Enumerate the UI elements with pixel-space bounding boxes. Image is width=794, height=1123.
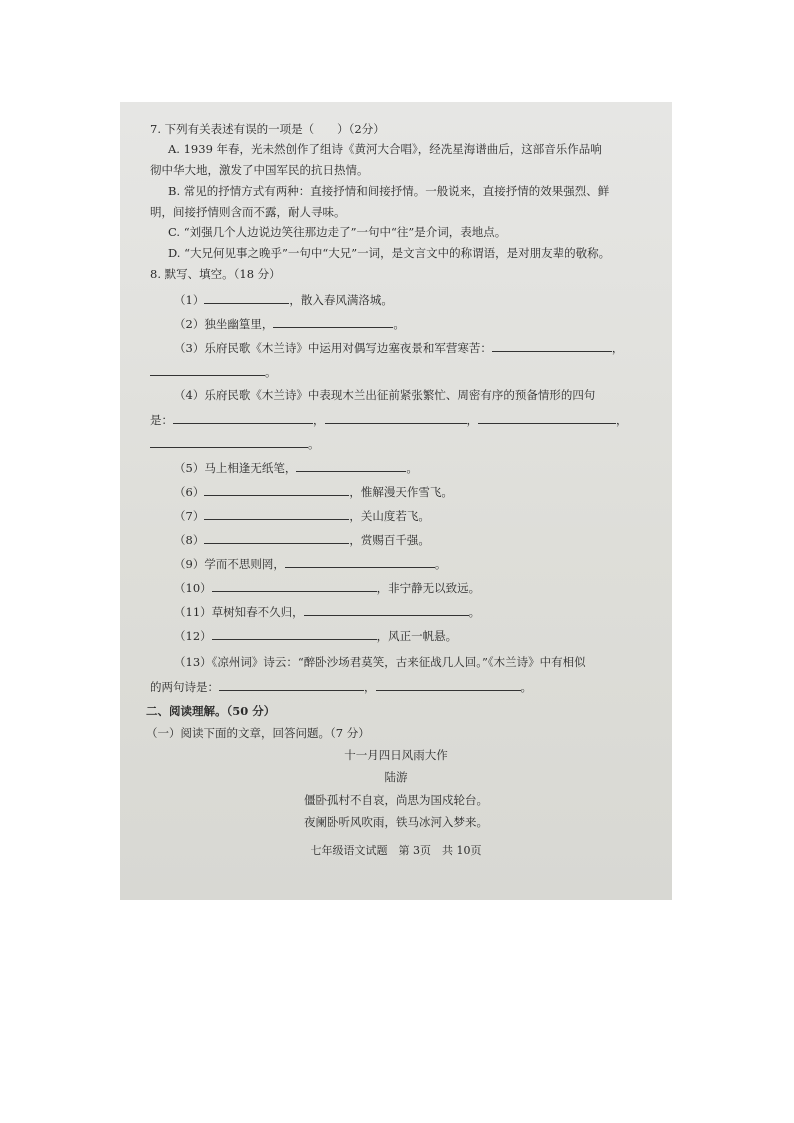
q8-item-9: （9）学而不思则罔， 。: [174, 557, 447, 571]
q8-item-7: （7） ，关山度若飞。: [174, 509, 430, 523]
poem-author: 陆游: [384, 770, 408, 784]
q7-option-a-line1: A. 1939 年春，光未然创作了组诗《黄河大合唱》，经冼星海谱曲后，这部音乐作品响: [168, 142, 602, 156]
answer-blank[interactable]: [296, 460, 406, 472]
answer-blank[interactable]: [212, 580, 377, 592]
answer-blank[interactable]: [285, 556, 435, 568]
answer-blank[interactable]: [478, 412, 616, 424]
q8-item-3-cont: 。: [150, 364, 277, 379]
q8-item-4-line3: 。: [150, 436, 320, 451]
exam-page-photo: [120, 102, 672, 900]
answer-blank[interactable]: [150, 436, 308, 448]
q7-option-a-line2: 彻中华大地，激发了中国军民的抗日热情。: [150, 163, 369, 177]
answer-blank[interactable]: [273, 316, 393, 328]
answer-blank[interactable]: [325, 412, 467, 424]
q8-stem: 8. 默写、填空。（18 分）: [150, 267, 281, 281]
q8-item-10: （10） ，非宁静无以致远。: [174, 581, 481, 595]
section-2-subtitle: （一）阅读下面的文章，回答问题。（7 分）: [146, 726, 370, 740]
poem-line-2: 夜阑卧听风吹雨，铁马冰河入梦来。: [304, 815, 488, 829]
q7-option-c: C. “刘强几个人边说边笑往那边走了”一句中“往”是介词，表地点。: [168, 225, 507, 239]
poem-title: 十一月四日风雨大作: [344, 748, 448, 762]
answer-blank[interactable]: [304, 604, 469, 616]
answer-blank[interactable]: [376, 679, 521, 691]
q7-option-b-line1: B. 常见的抒情方式有两种：直接抒情和间接抒情。一般说来，直接抒情的效果强烈、鲜: [168, 184, 610, 198]
answer-blank[interactable]: [492, 340, 612, 352]
answer-blank[interactable]: [150, 364, 265, 376]
section-2-title: 二、阅读理解。（50 分）: [146, 704, 276, 718]
answer-blank[interactable]: [173, 412, 313, 424]
answer-blank[interactable]: [204, 508, 349, 520]
q8-item-8: （8） ，赏赐百千强。: [174, 533, 430, 547]
answer-blank[interactable]: [212, 628, 377, 640]
q8-item-2: （2）独坐幽篁里， 。: [174, 317, 405, 331]
answer-blank[interactable]: [204, 484, 349, 496]
q7-option-d: D. “大兄何见事之晚乎”一句中“大兄”一词，是文言文中的称谓语，是对朋友辈的敬称。: [168, 246, 611, 260]
q8-item-13-line2: 的两句诗是： ， 。: [150, 680, 532, 694]
poem-line-1: 僵卧孤村不自哀，尚思为国戍轮台。: [304, 793, 488, 807]
page-footer: 七年级语文试题 第 3页 共 10页: [310, 844, 482, 857]
q8-item-4-line2: 是： ， ， ，: [150, 413, 628, 427]
q8-item-13-line1: （13）《凉州词》诗云：“醉卧沙场君莫笑，古来征战几人回。”《木兰诗》中有相似: [174, 655, 586, 669]
answer-blank[interactable]: [204, 532, 349, 544]
q7-option-b-line2: 明，间接抒情则含而不露，耐人寻味。: [150, 205, 346, 219]
q8-item-3: （3）乐府民歌《木兰诗》中运用对偶写边塞夜景和军营寒苦： ，: [174, 341, 624, 355]
q8-item-12: （12） ，风正一帆悬。: [174, 629, 458, 643]
q8-item-4-line1: （4）乐府民歌《木兰诗》中表现木兰出征前紧张繁忙、周密有序的预备情形的四句: [174, 388, 596, 402]
q8-item-1: （1） ，散入春风满洛城。: [174, 293, 393, 307]
answer-blank[interactable]: [204, 292, 289, 304]
q8-item-5: （5）马上相逢无纸笔， 。: [174, 461, 418, 475]
q8-item-11: （11）草树知春不久归， 。: [174, 605, 481, 619]
q7-stem: 7. 下列有关表述有误的一项是（ ）（2分）: [150, 122, 385, 136]
q8-item-6: （6） ，惟解漫天作雪飞。: [174, 485, 453, 499]
answer-blank[interactable]: [219, 679, 364, 691]
